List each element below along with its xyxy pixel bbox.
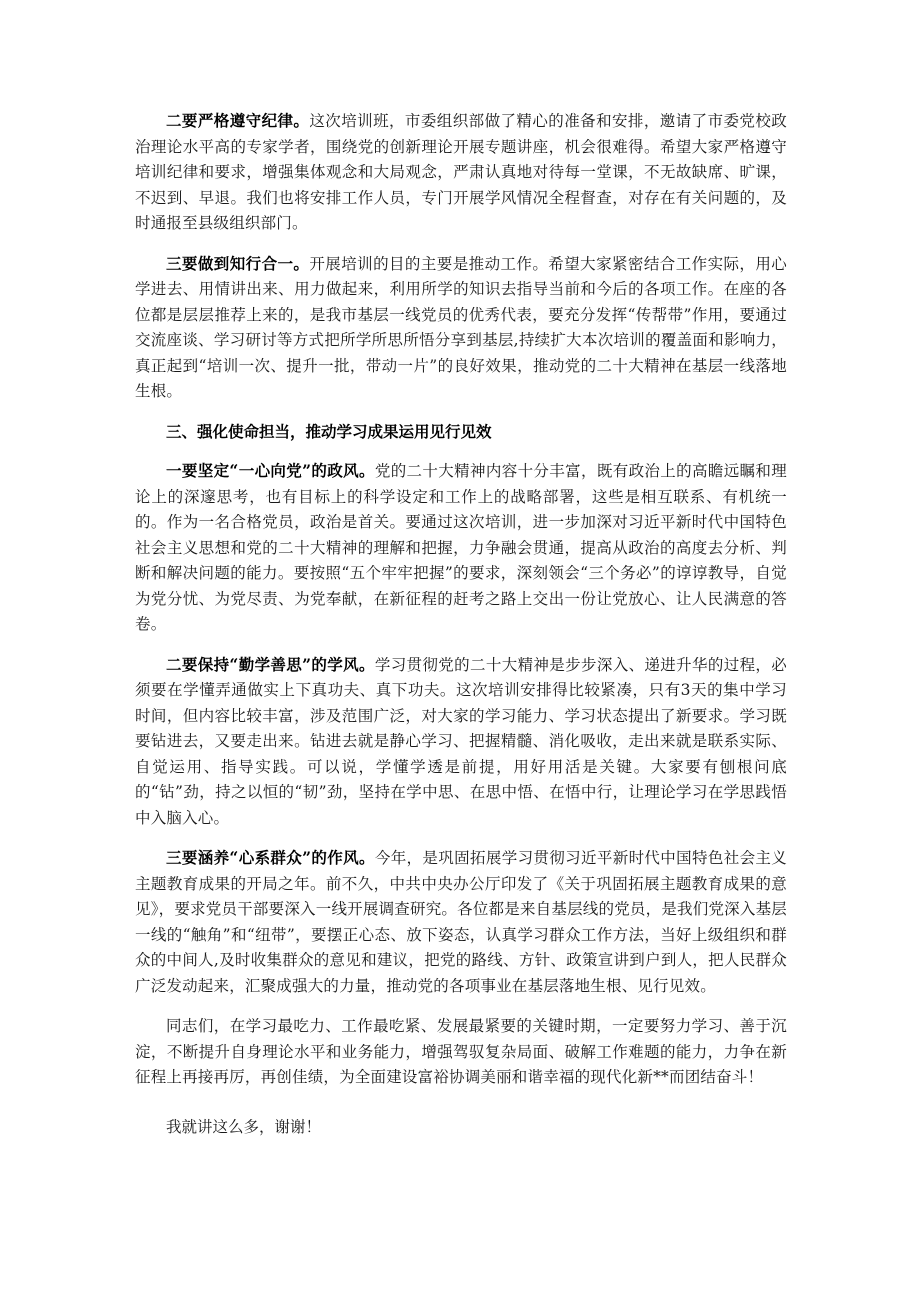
paragraph-lead: 三要涵养“心系群众”的作风。 xyxy=(166,848,375,867)
paragraph-body: 开展培训的目的主要是推动工作。希望大家紧密结合工作实际，用心学进去、用情讲出来、用力做起来，利用所学的知识去指导当前和今后的各项工作。在座的各位都是层层推荐上来的，是我市基层一线党员的优秀代表，要充分发挥“传帮带”作用，要通过交流座谈、学习研讨等方式把所学所思所悟分享到基层,持续扩大本次培训的覆盖面和影响力，真正起到“培训一次、提升一批，带动一片”的良好效果，推动党的二十大精神在基层一线落地生根。 xyxy=(135,254,787,400)
paragraph-work-style xyxy=(135,845,787,999)
paragraph-discipline xyxy=(135,108,787,237)
paragraph-lead: 二要严格遵守纪律。 xyxy=(166,111,310,130)
paragraph-body: 学习贯彻党的二十大精神是步步深入、递进升华的过程，必须要在学懂弄通做实上下真功夫、真下功夫。这次培训安排得比较紧凑，只有3天的集中学习时间，但内容比较丰富，涉及范围广泛，对大家的学习能力、学习状态提出了新要求。学习既要钻进去，又要走出来。钻进去就是静心学习、把握精髓、消化吸收，走出来就是联系实际、自觉运用、指导实践。可以说，学懂学透是前提，用好用活是关键。大家要有刨根问底的“钻”劲，持之以恒的“韧”劲，坚持在学中思、在思中悟、在悟中行，让理论学习在学思践悟中入脑入心。 xyxy=(135,655,787,827)
closing-remark: 我就讲这么多，谢谢！ xyxy=(166,1117,322,1136)
paragraph-lead: 二要保持“勤学善思”的学风。 xyxy=(166,654,375,674)
paragraph-conclusion xyxy=(135,1013,787,1091)
paragraph-body: 同志们，在学习最吃力、工作最吃紧、发展最紧要的关键时期，一定要努力学习、善于沉淀，不断提升自身理论水平和业务能力，增强驾驭复杂局面、破解工作难题的能力，力争在新征程上再接再厉，再创佳绩，为全面建设富裕协调美丽和谐幸福的现代化新**而团结奋斗！ xyxy=(135,1017,787,1086)
document-page xyxy=(135,108,787,1140)
paragraph-body: 这次培训班，市委组织部做了精心的准备和安排，邀请了市委党校政治理论水平高的专家学者，围绕党的创新理论开展专题讲座，机会很难得。希望大家严格遵守培训纪律和要求，增强集体观念和大局观念，严肃认真地对待每一堂课，不无故缺席、旷课，不迟到、早退。我们也将安排工作人员，专门开展学风情况全程督查，对存在有关问题的，及时通报至县级组织部门。 xyxy=(135,112,787,232)
paragraph-lead: 一要坚定“一心向党”的政风。 xyxy=(166,461,375,480)
paragraph-body: 党的二十大精神内容十分丰富，既有政治上的高瞻远瞩和理论上的深邃思考，也有目标上的科学设定和工作上的战略部署，这些是相互联系、有机统一的。作为一名合格党员，政治是首关。要通过这次培训，进一步加深对习近平新时代中国特色社会主义思想和党的二十大精神的理解和把握，力争融会贯通，提高从政治的高度去分析、判断和解决问题的能力。要按照“五个牢牢把握”的要求，深刻领会“三个务必”的谆谆教导，自觉为党分忧、为党尽责、为党奉献，在新征程的赶考之路上交出一份让党放心、让人民满意的答卷。 xyxy=(135,462,787,633)
paragraph-body: 今年，是巩固拓展学习贯彻习近平新时代中国特色社会主义主题教育成果的开局之年。前不久，中共中央办公厅印发了《关于巩固拓展主题教育成果的意见》，要求党员干部要深入一线开展调查研究。各位都是来自基层线的党员，是我们党深入基层一线的“触角”和“纽带”，要摆正心态、放下姿态，认真学习群众工作方法，当好上级组织和群众的中间人,及时收集群众的意见和建议，把党的路线、方针、政策宣讲到户到人，把人民群众广泛发动起来，汇聚成强大的力量，推动党的各项事业在基层落地生根、见行见效。 xyxy=(135,849,787,995)
paragraph-political-style xyxy=(135,458,787,638)
paragraph-lead: 三要做到知行合一。 xyxy=(166,253,310,273)
paragraph-unity-of-knowledge-action xyxy=(135,251,787,405)
section-heading: 三、强化使命担当，推动学习成果运用见行见效 xyxy=(166,421,492,441)
paragraph-study-style xyxy=(135,652,787,832)
